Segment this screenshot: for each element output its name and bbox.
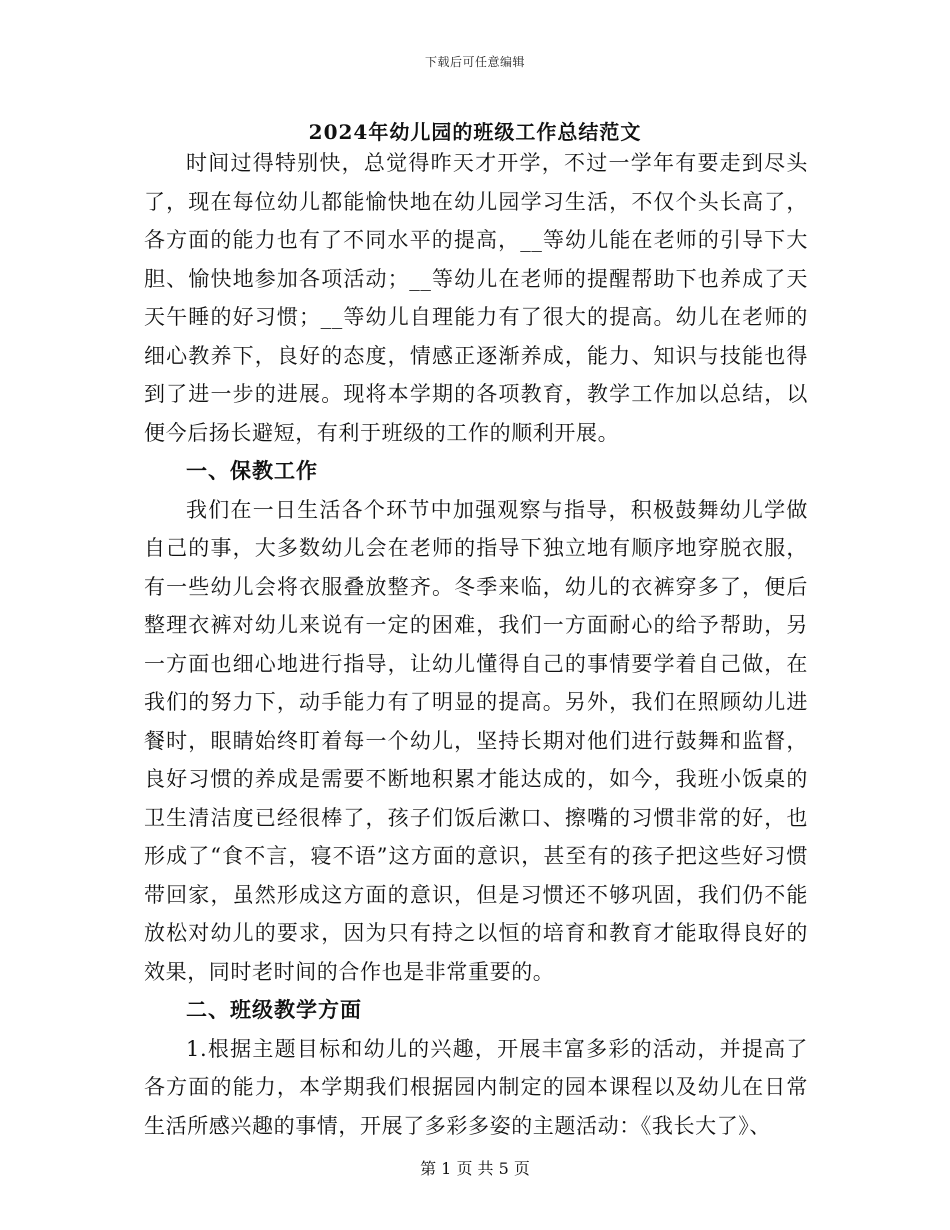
care-education-paragraph: 我们在一日生活各个环节中加强观察与指导，积极鼓舞幼儿学做自己的事，大多数幼儿会在老师的指导下独立地有顺序地穿脱衣服，有一些幼儿会将衣服叠放整齐。冬季来临，幼儿的衣裤穿多了，便后整理衣裤对幼儿来说有一定的困难，我们一方面耐心的给予帮助，另一方面也细心地进行指导，让幼儿懂得自己的事情要学着自己做，在我们的努力下，动手能力有了明显的提高。另外，我们在照顾幼儿进餐时，眼睛始终盯着每一个幼儿，坚持长期对他们进行鼓舞和监督，良好习惯的养成是需要不断地积累才能达成的，如今，我班小饭桌的卫生清洁度已经很棒了，孩子们饭后漱口、擦嘴的习惯非常的好，也形成了“食不言，寝不语”这方面的意识，甚至有的孩子把这些好习惯带回家，虽然形成这方面的意识，但是习惯还不够巩固，我们仍不能放松对幼儿的要求，因为只有持之以恒的培育和教育才能取得良好的效果，同时老时间的合作也是非常重要的。 (144, 497, 808, 984)
document-title: 2024年幼儿园的班级工作总结范文 (308, 120, 642, 144)
section-heading-class-teaching: 二、班级教学方面 (186, 997, 362, 1022)
section-heading-care-education: 一、保教工作 (186, 458, 318, 483)
header-note: 下载后可任意编辑 (424, 55, 525, 69)
class-teaching-item-1: 1.根据主题目标和幼儿的兴趣，开展丰富多彩的活动，并提高了各方面的能力，本学期我们根据园内制定的园本课程以及幼儿在日常生活所感兴趣的事情，开展了多彩多姿的主题活动：《我长大了》、 (144, 1036, 808, 1138)
intro-paragraph: 时间过得特别快，总觉得昨天才开学，不过一学年有要走到尽头了，现在每位幼儿都能愉快地在幼儿园学习生活，不仅个头长高了，各方面的能力也有了不同水平的提高，__等幼儿能在老师的引导下大胆、愉快地参加各项活动；__等幼儿在老师的提醒帮助下也养成了天天午睡的好习惯；__等幼儿自理能力有了很大的提高。幼儿在老师的细心教养下，良好的态度，情感正逐渐养成，能力、知识与技能也得到了进一步的进展。现将本学期的各项教育，教学工作加以总结，以便今后扬长避短，有利于班级的工作的顺利开展。 (144, 151, 808, 445)
page-footer: 第 1 页 共 5 页 (420, 1159, 530, 1178)
document-body (144, 144, 808, 1145)
